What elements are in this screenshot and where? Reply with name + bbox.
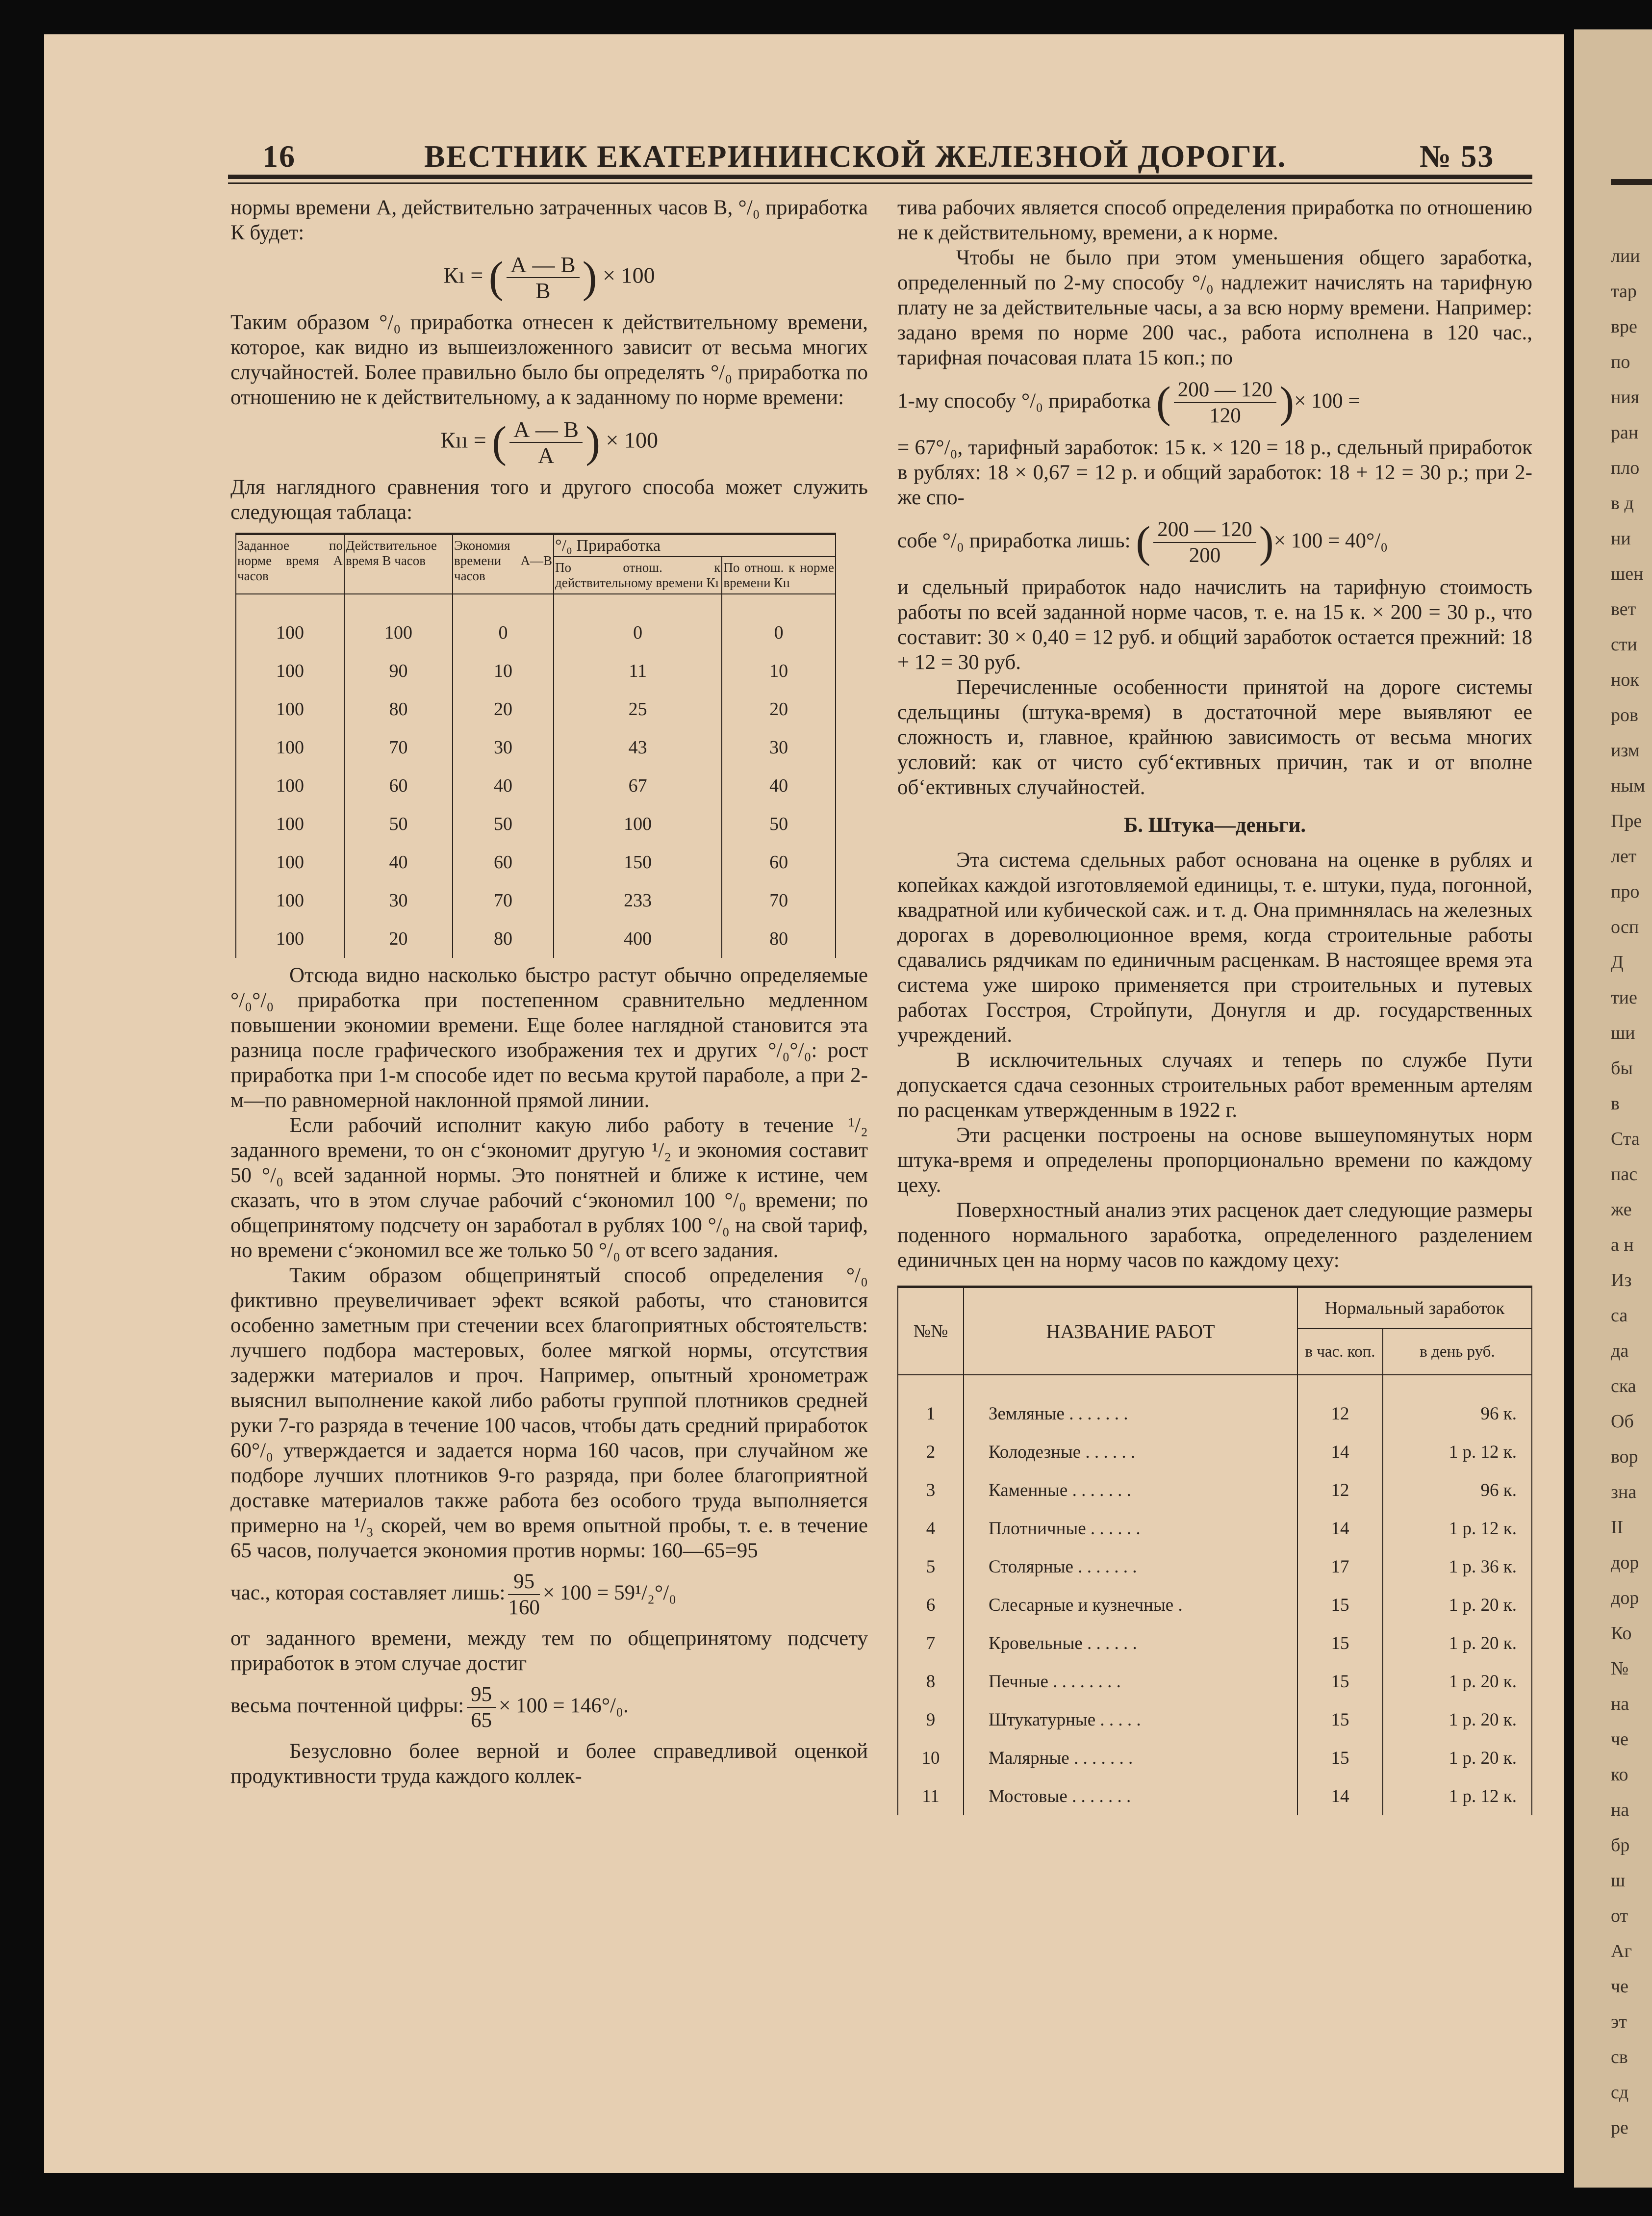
journal-title: ВЕСТНИК ЕКАТЕРИНИНСКОЙ ЖЕЛЕЗНОЙ ДОРОГИ. <box>424 139 1287 174</box>
adjacent-header-rule <box>1611 179 1652 185</box>
text-fragment: на <box>1611 1800 1629 1820</box>
formula-denominator: 200 <box>1189 544 1221 567</box>
table-cell: 20 <box>453 690 554 728</box>
table-body <box>898 1375 1532 1815</box>
table-cell: 100 <box>236 728 344 767</box>
table-row <box>236 920 836 958</box>
text-fragment: бр <box>1611 1835 1630 1855</box>
formula-rhs: × 100 <box>606 427 658 453</box>
table-cell: 100 <box>554 805 722 843</box>
paragraph: Отсюда видно насколько быстро растут обычно определяемые °/₀°/₀ приработка при постепенном сравнительно медленном повышении экономии времени. Еще более наглядной становится эта разница после графического изображения тех и других °/₀°/₀: рост приработка при 1-м способе идет по весьма крутой параболе, а при 2-м—по равномерной наклонной прямой линии. <box>230 964 868 1112</box>
table-row <box>898 1662 1532 1701</box>
text-fragment: II <box>1611 1517 1624 1538</box>
table-cell: 3 <box>898 1471 964 1509</box>
table-cell: 4 <box>898 1509 964 1547</box>
formula-numerator: 200 — 120 <box>1174 377 1277 403</box>
table-cell: 67 <box>554 767 722 805</box>
formula-text: 1-му способу °/₀ приработка <box>897 389 1151 412</box>
table-row <box>898 1701 1532 1739</box>
text-fragment: в д <box>1611 493 1634 514</box>
col-header: Экономия времени А—В часов <box>453 534 554 594</box>
table-cell: 100 <box>236 594 344 652</box>
text-fragment: ран <box>1611 422 1639 443</box>
col-header: По отнош. к действительному времени Кı <box>554 557 722 594</box>
text-fragment: нок <box>1611 670 1639 690</box>
paragraph: Перечисленные особенности принятой на дороге системы сдельщины (штука-время) в достаточной мере выявляют ее сложность и, главное, крайнюю зависимость от весьма многих условий: как от чисто суб‘ективных причин, так и от вполне об‘ективных случайностей. <box>897 676 1532 799</box>
text-fragment: тар <box>1611 281 1637 302</box>
table-cell: 400 <box>554 920 722 958</box>
table-cell: 15 <box>1297 1624 1383 1662</box>
table-cell: 100 <box>236 767 344 805</box>
formula-numerator: 200 — 120 <box>1153 517 1256 543</box>
formula-inline <box>230 1682 868 1733</box>
table-cell: Слесарные и кузнечные . <box>964 1586 1297 1624</box>
text-fragment: Пре <box>1611 811 1642 831</box>
table-row <box>236 652 836 690</box>
table-cell: 2 <box>898 1433 964 1471</box>
formula-k2: Кıı = ( $\frac{А — В}{А}$ ) × 100 <box>440 417 658 468</box>
paragraph: Безусловно более верной и более справедливой оценкой продуктивности труда каждого коллек- <box>230 1740 868 1788</box>
table-cell: 233 <box>554 881 722 920</box>
paragraph: В исключительных случаях и теперь по службе Пути допускается сдача сезонных строительных работ временным артелям по расценкам утвержденным в 1922 г. <box>897 1049 1532 1122</box>
table-cell: 30 <box>453 728 554 767</box>
text-fragment: че <box>1611 1976 1628 1997</box>
table-cell: Штукатурные . . . . . <box>964 1701 1297 1739</box>
table-cell: 10 <box>722 652 836 690</box>
formula-lhs: Кıı = <box>440 427 486 453</box>
col-header: По отнош. к норме времени Кıı <box>722 557 836 594</box>
paragraph: Таким образом °/₀ приработка отнесен к действительному времени, которое, как видно из вышеизложенного зависит от весьма многих случайностей. Более правильно было бы определять °/₀ приработка по отношению не к действительному, а к заданному по норме времени: <box>230 311 868 409</box>
text-fragment: пас <box>1611 1164 1638 1185</box>
table-row <box>898 1547 1532 1586</box>
paragraph: нормы времени А, действительно затраченных часов В, °/₀ приработка К будет: <box>230 196 868 244</box>
text-fragment: № <box>1611 1658 1629 1679</box>
table-cell: 10 <box>898 1739 964 1777</box>
paragraph: Эта система сдельных работ основана на оценке в рублях и копейках каждой изготовляемой единицы, т. е. штуки, пуда, погонной, квадратной или кубической саж. и т. д. Она примннялась на железных дорогах в дореволюционное время, когда строительные работы сдавались рядчикам по единичным расценкам. В настоящее время эта система уже широко применяется при строительных и путевых работах Госстроя, Стройпути, Донугля и др. государственных учреждений. <box>897 849 1532 1047</box>
table-row <box>898 1471 1532 1509</box>
formula-denominator: 160 <box>508 1596 540 1619</box>
table-cell: 40 <box>344 843 453 881</box>
formula-numerator: А — В <box>509 417 583 443</box>
formula-numerator: А — В <box>507 252 580 278</box>
formula-text: × 100 = 59¹/₂°/₀ <box>542 1581 677 1604</box>
table-cell: 1 р. 12 к. <box>1383 1433 1532 1471</box>
text-fragment: св <box>1611 2047 1628 2067</box>
paragraph: Поверхностный анализ этих расценок дает следующие размеры поденного нормального заработка, определенного разделением единичных цен на норму часов по каждому цеху: <box>897 1199 1532 1272</box>
running-header <box>228 138 1532 173</box>
table-cell: Каменные . . . . . . . <box>964 1471 1297 1509</box>
formula-text: × 100 = 40°/₀ <box>1273 529 1388 552</box>
text-fragment: дор <box>1611 1588 1639 1608</box>
issue-number: № 53 <box>1420 139 1495 174</box>
table-cell: 100 <box>236 881 344 920</box>
table-cell: 17 <box>1297 1547 1383 1586</box>
header-rule-thin <box>228 182 1532 184</box>
table-cell: 1 р. 20 к. <box>1383 1739 1532 1777</box>
earnings-table <box>897 1286 1532 1815</box>
table-cell: 30 <box>344 881 453 920</box>
text-fragment: ным <box>1611 775 1645 796</box>
comparison-table <box>235 533 836 958</box>
table-cell: 100 <box>344 594 453 652</box>
table-cell: 60 <box>453 843 554 881</box>
text-fragment: сти <box>1611 634 1637 655</box>
col-header: Заданное по норме время А часов <box>236 534 344 594</box>
table-cell: 70 <box>722 881 836 920</box>
table-cell: 1 р. 20 к. <box>1383 1701 1532 1739</box>
table-row <box>236 881 836 920</box>
adjacent-page-edge <box>1574 29 1652 2188</box>
text-fragment: на <box>1611 1694 1629 1714</box>
text-fragment: в <box>1611 1093 1620 1114</box>
col-group-header: Нормальный заработок <box>1297 1287 1532 1329</box>
table-cell: 30 <box>722 728 836 767</box>
table-cell: 9 <box>898 1701 964 1739</box>
text-fragment: про <box>1611 881 1640 902</box>
table-cell: 6 <box>898 1586 964 1624</box>
formula-inline: собе °/₀ приработка лишь: ( $\frac{200 — 120}{200}$ )× 100 = 40°/₀ <box>897 518 1388 567</box>
table-cell: 25 <box>554 690 722 728</box>
table-row <box>898 1375 1532 1433</box>
text-fragment: осп <box>1611 917 1639 937</box>
formula-k1: Кı = ( $\frac{А — В}{В}$ ) × 100 <box>443 252 655 303</box>
table-cell: 100 <box>236 690 344 728</box>
formula-text: весьма почтенной цифры: <box>230 1694 464 1717</box>
table-row <box>898 1433 1532 1471</box>
table-cell: 100 <box>236 920 344 958</box>
table-cell: 1 р. 20 к. <box>1383 1586 1532 1624</box>
table-cell: 80 <box>344 690 453 728</box>
text-fragment: ре <box>1611 2117 1628 2138</box>
col-header: НАЗВАНИЕ РАБОТ <box>964 1287 1297 1375</box>
table-cell: 1 р. 20 к. <box>1383 1624 1532 1662</box>
table-cell: 15 <box>1297 1739 1383 1777</box>
text-fragment: пло <box>1611 458 1640 478</box>
table-cell: 1 р. 12 к. <box>1383 1509 1532 1547</box>
text-fragment: ш <box>1611 1870 1626 1891</box>
table-cell: 1 <box>898 1375 964 1433</box>
table-cell: 40 <box>453 767 554 805</box>
text-fragment: вор <box>1611 1446 1638 1467</box>
text-fragment: вре <box>1611 316 1637 337</box>
table-cell: Плотничные . . . . . . <box>964 1509 1297 1547</box>
table-row <box>236 805 836 843</box>
table-cell: 1 р. 36 к. <box>1383 1547 1532 1586</box>
formula-inline: 1-му способу °/₀ приработка ( $\frac{200 — 120}{120}$ )× 100 = <box>897 378 1360 427</box>
table-cell: 15 <box>1297 1701 1383 1739</box>
col-header: в час. коп. <box>1297 1329 1383 1375</box>
text-fragment: ска <box>1611 1376 1636 1396</box>
table-body <box>236 594 836 958</box>
table-cell: 14 <box>1297 1509 1383 1547</box>
text-fragment: лии <box>1611 246 1640 266</box>
col-group-header: °/₀ Приработка <box>554 534 836 557</box>
table-cell: 96 к. <box>1383 1375 1532 1433</box>
right-column <box>897 195 1532 1815</box>
formula-numerator: 95 <box>508 1569 540 1595</box>
col-header: в день руб. <box>1383 1329 1532 1375</box>
table-row <box>898 1624 1532 1662</box>
text-fragment: ши <box>1611 1023 1635 1043</box>
paragraph: Таким образом общепринятый способ определения °/₀ фиктивно преувеличивает эфект всякой работы, что становится особенно заметным при стечении всех благоприятных обстоятельств: лучшего подбора мастеровых, более мягкой нормы, отсутствия задержки материалов и проч. Например, опытный хронометраж выяснил выполнение какой либо работы группой плотников средней руки 7-го разряда в течение 100 часов, чтобы дать средний приработок 60°/₀ утверждается и задается норма 160 часов, при случайном же подборе лучших плотников 9-го разряда, при более благоприятной доставке материалов также работа без особого труда выполняется примерно на ¹/₃ скорей, чем во время опытной пробы, т. е. в течение 65 часов, получается экономия против нормы: 160—65=95 <box>230 1264 868 1562</box>
table-cell: 60 <box>722 843 836 881</box>
table-cell: 100 <box>236 843 344 881</box>
formula-text: × 100 = 146°/₀. <box>499 1694 629 1717</box>
table-cell: Печные . . . . . . . . <box>964 1662 1297 1701</box>
table-cell: Колодезные . . . . . . <box>964 1433 1297 1471</box>
page-number: 16 <box>262 139 296 174</box>
text-fragment: Ста <box>1611 1129 1640 1149</box>
table-cell: 50 <box>453 805 554 843</box>
table-cell: Мостовые . . . . . . . <box>964 1777 1297 1815</box>
text-fragment: а н <box>1611 1235 1634 1255</box>
table-cell: 100 <box>236 652 344 690</box>
paragraph: = 67°/₀, тарифный заработок: 15 к. × 120 = 18 р., сдельный приработок в рублях: 18 × 0,67 = 12 р. и общий заработок: 18 + 12 = 30 р.; при 2-же спо- <box>897 436 1532 509</box>
table-cell: 20 <box>722 690 836 728</box>
formula-rhs: × 100 <box>603 262 655 288</box>
text-fragment: бы <box>1611 1058 1633 1079</box>
table-cell: 96 к. <box>1383 1471 1532 1509</box>
table-cell: 14 <box>1297 1777 1383 1815</box>
table-cell: 70 <box>453 881 554 920</box>
table-cell: 20 <box>344 920 453 958</box>
formula-text: час., которая составляет лишь: <box>230 1581 506 1604</box>
text-fragment: сд <box>1611 2082 1629 2103</box>
table-cell: 11 <box>554 652 722 690</box>
table-cell: 15 <box>1297 1586 1383 1624</box>
text-fragment: ния <box>1611 387 1640 408</box>
text-fragment: Д <box>1611 952 1624 973</box>
table-row <box>898 1777 1532 1815</box>
paragraph: тива рабочих является способ определения приработка по отношению не к действительному, времени, а к норме. <box>897 196 1532 244</box>
table-row <box>898 1739 1532 1777</box>
text-fragment: от <box>1611 1906 1628 1926</box>
table-row <box>236 728 836 767</box>
formula-text: × 100 = <box>1294 389 1360 412</box>
table-cell: Земляные . . . . . . . <box>964 1375 1297 1433</box>
text-fragment: зна <box>1611 1482 1637 1502</box>
table-cell: 15 <box>1297 1662 1383 1701</box>
formula-numerator: 95 <box>467 1682 496 1708</box>
table-cell: 50 <box>344 805 453 843</box>
table-cell: 1 р. 20 к. <box>1383 1662 1532 1701</box>
text-fragment: шен <box>1611 564 1644 584</box>
table-cell: 10 <box>453 652 554 690</box>
text-fragment: Об <box>1611 1411 1634 1432</box>
table-cell: 150 <box>554 843 722 881</box>
table-row <box>236 843 836 881</box>
text-fragment: же <box>1611 1199 1632 1220</box>
text-fragment: Из <box>1611 1270 1632 1290</box>
table-row <box>236 594 836 652</box>
table-row <box>898 1509 1532 1547</box>
text-fragment: Ко <box>1611 1623 1632 1644</box>
paragraph: Для наглядного сравнения того и другого способа может служить следующая таблаца: <box>230 476 868 524</box>
table-cell: 80 <box>722 920 836 958</box>
table-cell: Столярные . . . . . . . <box>964 1547 1297 1586</box>
paragraph: от заданного времени, между тем по общепринятому подсчету приработок в этом случае достиг <box>230 1627 868 1675</box>
section-heading: Б. Штука—деньги. <box>1123 814 1306 837</box>
table-cell: 0 <box>722 594 836 652</box>
header-rule <box>228 175 1532 179</box>
table-cell: 5 <box>898 1547 964 1586</box>
text-fragment: дор <box>1611 1552 1639 1573</box>
paragraph: и сдельный приработок надо начислить на тарифную стоимость работы по всей заданной норме часов, т. е. на 15 к. × 200 = 30 р., что составит: 30 × 0,40 = 12 руб. и общий заработок остается прежний: 18 + 12 = 30 руб. <box>897 576 1532 674</box>
table-cell: 80 <box>453 920 554 958</box>
text-fragment: ни <box>1611 528 1631 549</box>
table-cell: 12 <box>1297 1471 1383 1509</box>
table-cell: 50 <box>722 805 836 843</box>
text-fragment: че <box>1611 1729 1628 1750</box>
text-fragment: да <box>1611 1340 1629 1361</box>
formula-denominator: 120 <box>1209 404 1241 427</box>
formula-inline <box>230 1569 868 1620</box>
table-cell: 14 <box>1297 1433 1383 1471</box>
text-fragment: изм <box>1611 740 1640 761</box>
table-cell: 0 <box>554 594 722 652</box>
text-fragment: вет <box>1611 599 1636 619</box>
table-row <box>898 1586 1532 1624</box>
text-fragment: ров <box>1611 705 1638 725</box>
table-cell: 11 <box>898 1777 964 1815</box>
table-cell: 90 <box>344 652 453 690</box>
paragraph: Эти расценки построены на основе вышеупомянутых норм штука-время и определены пропорционально времени по каждому цеху. <box>897 1124 1532 1197</box>
text-fragment: ко <box>1611 1764 1628 1785</box>
table-cell: 43 <box>554 728 722 767</box>
text-fragment: Аг <box>1611 1941 1632 1961</box>
col-header: Действительное время В часов <box>344 534 453 594</box>
table-cell: 1 р. 12 к. <box>1383 1777 1532 1815</box>
formula-denominator: А <box>537 443 555 468</box>
table-cell: 40 <box>722 767 836 805</box>
table-cell: 8 <box>898 1662 964 1701</box>
left-column <box>230 195 868 1789</box>
text-fragment: лет <box>1611 846 1637 867</box>
table-cell: Малярные . . . . . . . <box>964 1739 1297 1777</box>
table-cell: 70 <box>344 728 453 767</box>
text-fragment: эт <box>1611 2011 1627 2032</box>
table-cell: 60 <box>344 767 453 805</box>
table-cell: 100 <box>236 805 344 843</box>
table-cell: 7 <box>898 1624 964 1662</box>
col-header: №№ <box>898 1287 964 1375</box>
text-fragment: тие <box>1611 987 1637 1008</box>
formula-text: собе °/₀ приработка лишь: <box>897 529 1131 552</box>
formula-lhs: Кı = <box>443 262 483 288</box>
text-fragment: по <box>1611 352 1630 372</box>
formula-denominator: В <box>535 278 551 303</box>
table-cell: 12 <box>1297 1375 1383 1433</box>
formula-denominator: 65 <box>471 1709 492 1732</box>
table-cell: Кровельные . . . . . . <box>964 1624 1297 1662</box>
table-row <box>236 767 836 805</box>
paragraph: Чтобы не было при этом уменьшения общего заработка, определенный по 2-му способу °/₀ надлежит начислять на тарифную плату не за действительные часы, а за всю норму времени. Например: задано время по норме 200 час., работа исполнена в 120 час., тарифная почасовая плата 15 коп.; по <box>897 246 1532 369</box>
paragraph: Если рабочий исполнит какую либо работу в течение ¹/₂ заданного времени, то он с‘экономит другую ¹/₂ и экономия составит 50 °/₀ всей заданной нормы. Это понятней и ближе к истине, чем сказать, что в этом случае рабочий с‘экономил 100 °/₀ времени; по общепринятому подсчету он заработал в рублях 100 °/₀ на свой тариф, но времени с‘экономил все же только 50 °/₀ от всего задания. <box>230 1114 868 1262</box>
text-fragment: са <box>1611 1305 1628 1326</box>
table-row <box>236 690 836 728</box>
table-cell: 0 <box>453 594 554 652</box>
